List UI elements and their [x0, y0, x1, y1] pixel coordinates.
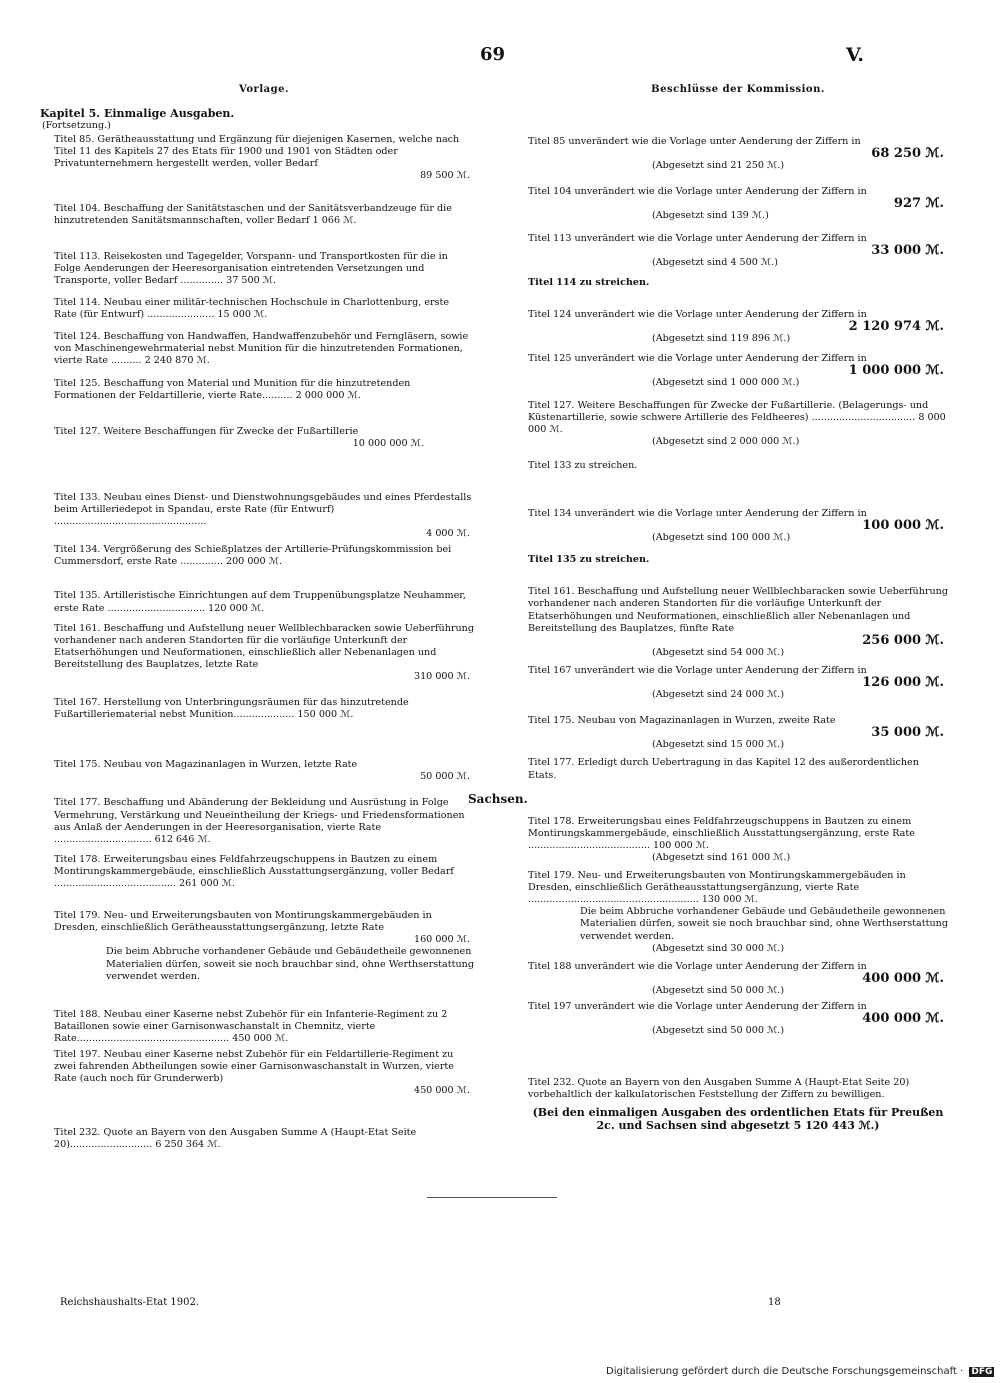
- titel-text: Titel 114. Neubau einer militär-technischen Hochschule in Charlottenburg, erste Rate (für Entwurf) ...................... 15 000 ℳ.: [54, 297, 450, 321]
- titel-amount: 310 000 ℳ.: [413, 671, 470, 682]
- titel-text: Titel 197. Neubau einer Kaserne nebst Zubehör für ein Feldartillerie-Regiment zu zwei fahrenden Abtheilungen sowie einer Garnisonwaschanstalt in Wurzen, vierte Rate (auch noch für Grunderwerb): [54, 1048, 454, 1085]
- titel-amount: 10 000 000 ℳ.: [352, 437, 424, 449]
- titel-text: Titel 114 zu streichen.: [528, 276, 650, 288]
- left-titel-135: [54, 590, 474, 614]
- titel-text: Titel 188. Neubau einer Kaserne nebst Zubehör für ein Infanterie-Regiment zu 2 Bataillonen sowie einer Garnisonwaschanstalt in Chemnitz, vierte Rate.................................................. 450 000 ℳ.: [54, 1008, 448, 1044]
- titel-text: Titel 188 unverändert wie die Vorlage unter Aenderung der Ziffern in: [528, 960, 867, 972]
- titel-text: Titel 85 unverändert wie die Vorlage unter Aenderung der Ziffern in: [528, 136, 861, 147]
- titel-amount: 126 000 ℳ.: [862, 675, 944, 690]
- abgesetzt-note: (Abgesetzt sind 15 000 ℳ.): [652, 739, 785, 751]
- separator-rule: [427, 1197, 557, 1198]
- kapitel-heading: Kapitel 5. Einmalige Ausgaben.: [40, 107, 235, 120]
- titel-amount: 4 000 ℳ.: [426, 528, 470, 540]
- titel-text: Titel 179. Neu- und Erweiterungsbauten von Montirungskammergebäuden in Dresden, einschließlich Gerätheausstattungsergänzung, letzte Rate: [54, 910, 432, 934]
- titel-text: Titel 177. Beschaffung und Abänderung der Bekleidung und Ausrüstung in Folge Vermehrung, Verstärkung und Neueintheilung der Kriegs- und Friedensformationen aus Anlaß der Aenderungen in der Heeresorganisation, vierte Rate ................................ 612 646 ℳ.: [54, 797, 465, 845]
- right-titel-135: [528, 554, 948, 566]
- titel-text: Titel 134. Vergrößerung des Schießplatzes der Artillerie-Prüfungskommission bei Cummersdorf, erste Rate .............. 200 000 ℳ.: [54, 544, 452, 568]
- footer-sheet-number: 18: [768, 1297, 781, 1308]
- abgesetzt-note: (Abgesetzt sind 4 500 ℳ.): [652, 256, 778, 268]
- titel-text: Titel 197 unverändert wie die Vorlage unter Aenderung der Ziffern in: [528, 1000, 867, 1012]
- right-titel-134: [528, 508, 948, 544]
- titel-text: Titel 133 zu streichen.: [528, 459, 638, 471]
- titel-text: Titel 232. Quote an Bayern von den Ausgaben Summe A (Haupt-Etat Seite 20) vorbehaltlich der kalkulatorischen Feststellung der Ziffern zu bewilligen.: [528, 1077, 910, 1101]
- titel-amount: 450 000 ℳ.: [413, 1085, 470, 1097]
- titel-text: Titel 175. Neubau von Magazinanlagen in Wurzen, letzte Rate: [54, 759, 358, 771]
- left-titel-175: [54, 759, 474, 783]
- abgesetzt-note: (Abgesetzt sind 119 896 ℳ.): [652, 333, 791, 345]
- titel-amount: 927 ℳ.: [893, 196, 944, 212]
- left-titel-167: [54, 697, 474, 721]
- right-titel-114: [528, 277, 948, 289]
- titel-amount: 256 000 ℳ.: [862, 632, 944, 648]
- dfg-credit: [606, 1366, 994, 1377]
- titel-note: Die beim Abbruche vorhandener Gebäude und Gebäudetheile gewonnenen Materialien dürfen, soweit sie noch brauchbar sind, ohne Werthserstattung verwendet werden.: [580, 906, 948, 942]
- abgesetzt-note: (Abgesetzt sind 24 000 ℳ.): [652, 689, 785, 701]
- summary-note: (Bei den einmaligen Ausgaben des ordentlichen Etats für Preußen 2c. und Sachsen sind abgesetzt 5 120 443 ℳ.): [532, 1106, 944, 1132]
- right-titel-113: [528, 233, 948, 269]
- titel-note: Die beim Abbruche vorhandener Gebäude und Gebäudetheile gewonnenen Materialien dürfen, soweit sie noch brauchbar sind, ohne Werthserstattung verwendet werden.: [106, 946, 474, 982]
- abgesetzt-note: (Abgesetzt sind 161 000 ℳ.): [652, 851, 791, 863]
- left-column-heading: Vorlage.: [239, 84, 289, 95]
- titel-text: Titel 167. Herstellung von Unterbringungsräumen für das hinzutretende Fußartilleriematerial nebst Munition.................... 150 000 ℳ.: [54, 697, 409, 721]
- left-column: [40, 84, 474, 1152]
- titel-text: Titel 125 unverändert wie die Vorlage unter Aenderung der Ziffern in: [528, 353, 867, 365]
- left-titel-161: [54, 623, 474, 683]
- abgesetzt-note: (Abgesetzt sind 54 000 ℳ.): [652, 646, 785, 658]
- right-titel-188: [528, 961, 948, 997]
- right-titel-179: [528, 870, 948, 955]
- abgesetzt-note: (Abgesetzt sind 139 ℳ.): [652, 210, 769, 222]
- titel-text: Titel 178. Erweiterungsbau eines Feldfahrzeugschuppens in Bautzen zu einem Montirungskammergebäude, einschließlich Ausstattungsergänzung, voller Bedarf ........................................ 261 000 ℳ.: [54, 853, 454, 890]
- section-numeral: V.: [846, 44, 865, 66]
- right-titel-161: [528, 586, 948, 659]
- titel-amount: 400 000 ℳ.: [862, 970, 944, 986]
- titel-text: Titel 177. Erledigt durch Uebertragung in das Kapitel 12 des außerordentlichen Etats.: [528, 757, 919, 781]
- right-titel-125: [528, 353, 948, 389]
- section-heading-sachsen: Sachsen.: [468, 792, 528, 806]
- dfg-logo: DFG: [971, 1367, 993, 1377]
- titel-text: Titel 127. Weitere Beschaffungen für Zwecke der Fußartillerie: [54, 425, 359, 437]
- titel-amount: 68 250 ℳ.: [871, 146, 944, 162]
- titel-text: Titel 124 unverändert wie die Vorlage unter Aenderung der Ziffern in: [528, 308, 867, 320]
- left-titel-178: [54, 854, 474, 890]
- right-titel-178: [528, 816, 948, 864]
- left-titel-179: [54, 910, 474, 983]
- titel-text: Titel 85. Gerätheausstattung und Ergänzung für diejenigen Kasernen, welche nach Titel 11 des Kapitels 27 des Etats für 1900 und 1901 von Städten oder Privatunternehmern hergestellt werden, voller Bedarf: [54, 134, 460, 170]
- left-titel-85: [54, 134, 474, 182]
- titel-text: Titel 113. Reisekosten und Tagegelder, Vorspann- und Transportkosten für die in Folge Aenderungen der Heeresorganisation eintretenden Versetzungen und Transporte, voller Bedarf .............. 37 500 ℳ.: [54, 250, 448, 286]
- titel-text: Titel 125. Beschaffung von Material und Munition für die hinzutretenden Formationen der Feldartillerie, vierte Rate.......... 2 000 000 ℳ.: [54, 377, 411, 401]
- dfg-credit-text: Digitalisierung gefördert durch die Deutsche Forschungsgemeinschaft ·: [606, 1366, 964, 1377]
- titel-amount: 89 500 ℳ.: [420, 170, 470, 182]
- fortsetzung-note: (Fortsetzung.): [42, 120, 111, 132]
- right-titel-85: [528, 136, 948, 172]
- abgesetzt-note: (Abgesetzt sind 100 000 ℳ.): [652, 532, 791, 544]
- right-column-heading: Beschlüsse der Kommission.: [651, 84, 825, 95]
- left-titel-125: [54, 378, 474, 402]
- titel-text: Titel 161. Beschaffung und Aufstellung neuer Wellblechbaracken sowie Ueberführung vorhandener nach anderen Standorten für die vorläufige Unterkunft der Etatserhöhungen und Neuformationen, einschließlich aller Nebenanlagen und Bereitstellung des Bauplatzes, letzte Rate: [54, 622, 474, 670]
- right-titel-167: [528, 665, 948, 701]
- abgesetzt-note: (Abgesetzt sind 50 000 ℳ.): [652, 984, 785, 996]
- titel-text: Titel 124. Beschaffung von Handwaffen, Handwaffenzubehör und Ferngläsern, sowie von Maschinengewehrmaterial nebst Munition für die hinzutretenden Formationen, vierte Rate .......... 2 240 870 ℳ.: [54, 331, 469, 367]
- titel-amount: 160 000 ℳ.: [413, 934, 470, 946]
- left-titel-114: [54, 297, 474, 321]
- left-titel-134: [54, 544, 474, 568]
- left-titel-188: [54, 1009, 474, 1045]
- left-titel-127: [54, 426, 474, 450]
- titel-text: Titel 104. Beschaffung der Sanitätstaschen und der Sanitätsverbandzeuge für die hinzutretenden Sanitätsmannschaften, voller Bedarf 1 066 ℳ.: [54, 202, 452, 226]
- abgesetzt-note: (Abgesetzt sind 2 000 000 ℳ.): [652, 435, 800, 447]
- abgesetzt-note: (Abgesetzt sind 1 000 000 ℳ.): [652, 377, 800, 389]
- titel-text: Titel 175. Neubau von Magazinanlagen in Wurzen, zweite Rate: [528, 715, 836, 727]
- right-titel-197: [528, 1001, 948, 1037]
- page-number: 69: [480, 44, 506, 65]
- titel-text: Titel 178. Erweiterungsbau eines Feldfahrzeugschuppens in Bautzen zu einem Montirungskammergebäude, einschließlich Ausstattungsergänzung, erste Rate ........................................ 100 000 ℳ.: [528, 815, 915, 851]
- titel-amount: 33 000 ℳ.: [871, 242, 944, 258]
- titel-amount: 400 000 ℳ.: [862, 1011, 944, 1027]
- left-titel-104: [54, 203, 474, 227]
- titel-text: Titel 135. Artilleristische Einrichtungen auf dem Truppenübungsplatze Neuhammer, erste Rate ................................ 120 000 ℳ.: [54, 590, 466, 614]
- right-titel-133: [528, 460, 948, 472]
- titel-amount: 100 000 ℳ.: [862, 518, 944, 534]
- titel-text: Titel 113 unverändert wie die Vorlage unter Aenderung der Ziffern in: [528, 232, 867, 244]
- right-titel-177: [528, 757, 948, 781]
- left-titel-124: [54, 331, 474, 367]
- left-titel-232: [54, 1127, 474, 1151]
- titel-text: Titel 232. Quote an Bayern von den Ausgaben Summe A (Haupt-Etat Seite 20)........................... 6 250 364 ℳ.: [54, 1127, 417, 1151]
- titel-text: Titel 135 zu streichen.: [528, 554, 650, 566]
- left-titel-133: [54, 492, 474, 540]
- titel-text: Titel 133. Neubau eines Dienst- und Dienstwohnungsgebäudes und eines Pferdestalls beim Artilleriedepot in Spandau, erste Rate (für Entwurf) ..................................................: [54, 491, 472, 528]
- titel-text: Titel 161. Beschaffung und Aufstellung neuer Wellblechbaracken sowie Ueberführung vorhandener nach anderen Standorten für die vorläufige Unterkunft der Etatserhöhungen und Neuformationen, einschließlich aller Nebenanlagen und Bereitstellung des Bauplatzes, fünfte Rate: [528, 586, 948, 634]
- abgesetzt-note: (Abgesetzt sind 30 000 ℳ.): [652, 942, 785, 954]
- titel-text: Titel 104 unverändert wie die Vorlage unter Aenderung der Ziffern in: [528, 186, 867, 198]
- left-titel-113: [54, 251, 474, 287]
- titel-amount: 35 000 ℳ.: [871, 725, 944, 741]
- right-titel-232: [528, 1077, 948, 1101]
- left-titel-197: [54, 1049, 474, 1097]
- titel-amount: 1 000 000 ℳ.: [848, 363, 944, 379]
- right-titel-175: [528, 715, 948, 751]
- right-titel-127: [528, 400, 948, 448]
- titel-text: Titel 127. Weitere Beschaffungen für Zwecke der Fußartillerie. (Belagerungs- und Küstenartillerie, sowie schwere Artillerie des Feldheeres) .................................. 8 000 000 ℳ.: [528, 399, 946, 435]
- right-titel-104: [528, 186, 948, 222]
- abgesetzt-note: (Abgesetzt sind 21 250 ℳ.): [652, 160, 785, 172]
- footer-publication: Reichshaushalts-Etat 1902.: [60, 1297, 200, 1308]
- titel-text: Titel 134 unverändert wie die Vorlage unter Aenderung der Ziffern in: [528, 507, 867, 519]
- titel-amount: 2 120 974 ℳ.: [848, 319, 944, 335]
- titel-text: Titel 167 unverändert wie die Vorlage unter Aenderung der Ziffern in: [528, 664, 867, 676]
- titel-amount: 50 000 ℳ.: [420, 771, 470, 783]
- abgesetzt-note: (Abgesetzt sind 50 000 ℳ.): [652, 1025, 785, 1037]
- left-titel-177: [54, 797, 474, 845]
- right-column: [528, 84, 948, 1132]
- right-titel-124: [528, 309, 948, 345]
- titel-text: Titel 179. Neu- und Erweiterungsbauten von Montirungskammergebäuden in Dresden, einschließlich Gerätheausstattungsergänzung, vierte Rate ........................................................ 130 000 ℳ.: [528, 870, 906, 906]
